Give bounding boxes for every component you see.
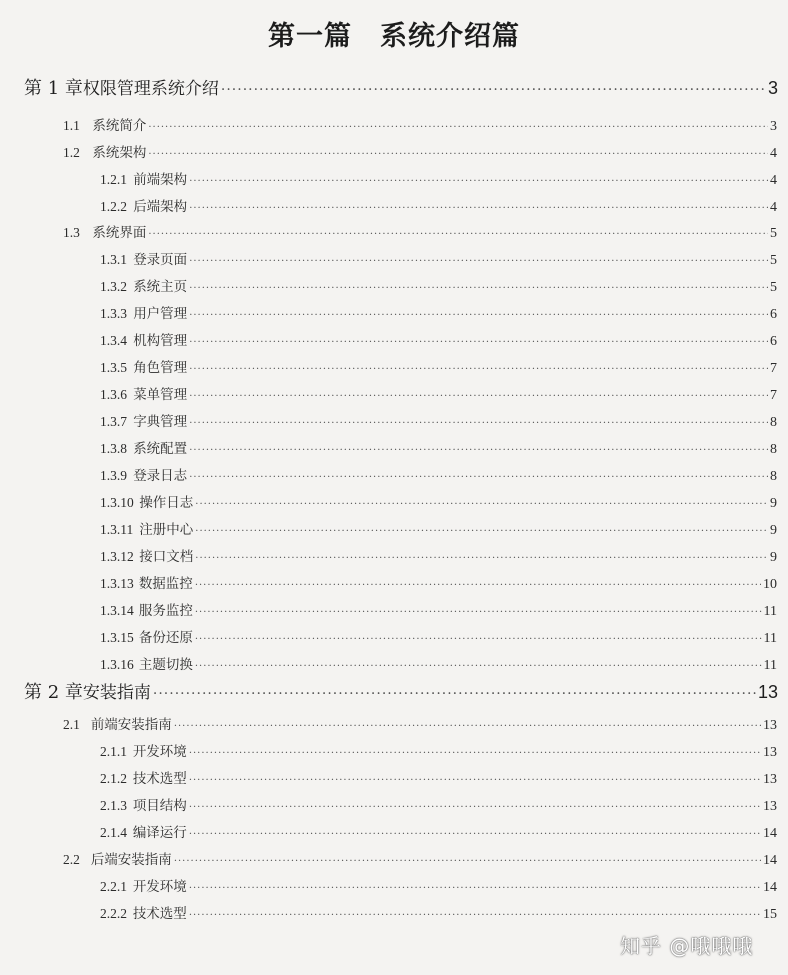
toc-entry-1-3-14[interactable] [0,599,788,620]
toc-entry-title: 开发环境 [132,744,187,760]
toc-entry-page: 9 [770,496,777,511]
toc-entry-number: 1.3.12 [100,549,134,564]
toc-entry-page: 9 [770,550,777,565]
toc-entry-page: 13 [763,799,777,814]
dot-leader [195,634,762,645]
toc-entry-1-2[interactable] [0,141,788,162]
dot-leader [189,256,768,267]
toc-entry-page: 5 [770,280,777,295]
dot-leader [221,82,766,98]
toc-entry-title: 数据监控 [138,576,193,592]
toc-entry-1-3-6[interactable] [0,383,788,404]
toc-entry-number: 1.3.8 [100,441,127,456]
toc-entry-1-2-1[interactable] [0,168,788,189]
dot-leader [189,310,768,321]
toc-entry-number: 1.3.14 [100,603,134,618]
dot-leader [195,526,768,537]
toc-entry-number: 1.3.10 [100,495,134,510]
toc-entry-number: 2.1.4 [100,825,127,840]
toc-entry-title: 安装指南 [82,683,151,703]
dot-leader [189,775,761,786]
toc-entry-page: 13 [763,772,777,787]
toc-entry-number: 1.3.7 [100,414,127,429]
toc-entry-title: 项目结构 [132,798,187,814]
toc-entry-title: 备份还原 [138,630,193,646]
toc-entry-1-2-2[interactable] [0,195,788,216]
toc-entry-number: 1.3.4 [100,333,127,348]
toc-entry-title: 菜单管理 [133,387,188,403]
dot-leader [148,122,768,133]
toc-entry-title: 服务监控 [138,603,193,619]
toc-entry-1-3-11[interactable] [0,518,788,539]
toc-entry-title: 前端安装指南 [90,717,172,733]
toc-entry-title: 开发环境 [132,879,187,895]
toc-entry-1-3-3[interactable] [0,302,788,323]
dot-leader [189,337,768,348]
dot-leader [174,721,761,732]
toc-entry-1-3-15[interactable] [0,626,788,647]
dot-leader [195,499,768,510]
dot-leader [189,203,768,214]
toc-entry-2-2-1[interactable] [0,875,788,896]
dot-leader [195,661,762,672]
toc-entry-page: 6 [770,334,777,349]
toc-entry-title: 技术选型 [132,906,187,922]
toc-entry-page: 14 [763,826,777,841]
toc-entry-page: 14 [763,853,777,868]
toc-entry-page: 8 [770,469,777,484]
dot-leader [189,910,761,921]
dot-leader [189,445,768,456]
toc-entry-page: 11 [763,631,777,646]
toc-entry-number: 2.1 [63,717,80,732]
toc-entry-page: 11 [763,658,777,673]
toc-entry-page: 4 [770,146,777,161]
toc-entry-number: 第 1 章 [24,78,83,99]
dot-leader [189,283,768,294]
toc-entry-title: 用户管理 [133,306,188,322]
toc-entry-number: 2.2.2 [100,906,127,921]
toc-entry-number: 1.2 [63,145,80,160]
dot-leader [148,229,768,240]
toc-entry-1-3-2[interactable] [0,275,788,296]
toc-entry-page: 14 [763,880,777,895]
toc-entry-title: 接口文档 [139,549,194,565]
dot-leader [189,176,768,187]
dot-leader [195,580,761,591]
dot-leader [189,364,768,375]
toc-entry-page: 10 [763,577,777,592]
toc-entry-page: 8 [770,415,777,430]
dot-leader [153,686,756,702]
toc-entry-title: 后端安装指南 [90,852,172,868]
toc-entry-page: 3 [770,119,777,134]
toc-entry-number: 1.3.15 [100,630,134,645]
toc-entry-2-1[interactable] [0,713,788,734]
toc-entry-title: 编译运行 [132,825,187,841]
toc-entry-title: 系统配置 [133,441,188,457]
toc-entry-number: 2.1.3 [100,798,127,813]
toc-entry-1-3-7[interactable] [0,410,788,431]
toc-entry-2-1-1[interactable] [0,740,788,761]
toc-entry-1-3-13[interactable] [0,572,788,593]
toc-entry-number: 1.3.1 [100,252,127,267]
toc-entry-page: 7 [770,388,777,403]
toc-entry-title: 角色管理 [133,360,188,376]
toc-entry-2-2[interactable] [0,848,788,869]
toc-entry-page: 5 [770,253,777,268]
toc-entry-page: 6 [770,307,777,322]
toc-entry-page: 11 [763,604,777,619]
toc-entry-1-3-12[interactable] [0,545,788,566]
toc-entry-number: 1.3.3 [100,306,127,321]
toc-entry-number: 2.1.2 [100,771,127,786]
toc-entry-title: 机构管理 [133,333,188,349]
toc-entry-title: 系统界面 [92,225,147,241]
toc-entry-title: 权限管理系统介绍 [82,79,219,99]
toc-entry-1-3-16[interactable] [0,653,788,674]
toc-entry-number: 2.1.1 [100,744,127,759]
toc-entry-第1章[interactable] [0,74,788,100]
toc-entry-page: 13 [763,718,777,733]
toc-entry-number: 2.2 [63,852,80,867]
dot-leader [189,418,768,429]
dot-leader [189,829,761,840]
toc-entry-title: 登录页面 [133,252,188,268]
toc-entry-number: 1.2.2 [100,199,127,214]
toc-entry-title: 操作日志 [139,495,194,511]
dot-leader [189,883,761,894]
toc-entry-page: 7 [770,361,777,376]
toc-entry-title: 注册中心 [139,522,194,538]
toc-entry-number: 1.3.16 [100,657,134,672]
toc-entry-page: 4 [770,200,777,215]
toc-entry-1-3-10[interactable] [0,491,788,512]
toc-entry-title: 字典管理 [133,414,188,430]
part-title: 第一篇 系统介绍篇 [268,21,520,52]
toc-entry-1-3-5[interactable] [0,356,788,377]
dot-leader [195,553,768,564]
toc-entry-number: 1.2.1 [100,172,127,187]
toc-entry-page: 15 [763,907,777,922]
toc-entry-第2章[interactable] [0,678,788,704]
toc-entry-number: 2.2.1 [100,879,127,894]
dot-leader [195,607,762,618]
toc-entry-2-1-3[interactable] [0,794,788,815]
watermark: 知乎 @哦哦哦 [620,934,754,958]
toc-entry-1-3-9[interactable] [0,464,788,485]
toc-entry-2-1-2[interactable] [0,767,788,788]
toc-entry-title: 系统主页 [133,279,188,295]
toc-entry-title: 技术选型 [132,771,187,787]
toc-entry-number: 1.3.2 [100,279,127,294]
toc-entry-page: 13 [757,682,778,702]
toc-entry-1-3-4[interactable] [0,329,788,350]
toc-entry-1-1[interactable] [0,114,788,135]
toc-entry-number: 1.3.9 [100,468,127,483]
toc-entry-page: 4 [770,173,777,188]
toc-entry-2-2-2[interactable] [0,902,788,923]
toc-entry-1-3-8[interactable] [0,437,788,458]
toc-entry-number: 第 2 章 [24,682,83,703]
toc-entry-number: 1.3.11 [100,522,134,537]
toc-entry-page: 8 [770,442,777,457]
toc-entry-title: 系统架构 [92,145,147,161]
toc-entry-number: 1.3 [63,225,80,240]
toc-entry-title: 后端架构 [133,199,188,215]
toc-entry-title: 前端架构 [133,172,188,188]
dot-leader [189,802,761,813]
dot-leader [189,391,768,402]
dot-leader [174,856,761,867]
toc-entry-1-3-1[interactable] [0,248,788,269]
toc-entry-1-3[interactable] [0,221,788,242]
toc-entry-number: 1.3.6 [100,387,127,402]
toc-entry-2-1-4[interactable] [0,821,788,842]
dot-leader [189,748,761,759]
toc-entry-title: 系统简介 [92,118,147,134]
toc-entry-number: 1.1 [63,118,80,133]
dot-leader [189,472,768,483]
toc-entry-page: 3 [767,78,778,98]
toc-entry-number: 1.3.13 [100,576,134,591]
toc-entry-page: 9 [770,523,777,538]
toc-entry-title: 主题切换 [138,657,193,673]
toc-entry-page: 13 [763,745,777,760]
toc-entry-number: 1.3.5 [100,360,127,375]
toc-entry-title: 登录日志 [133,468,188,484]
dot-leader [148,149,768,160]
toc-entry-page: 5 [770,226,777,241]
